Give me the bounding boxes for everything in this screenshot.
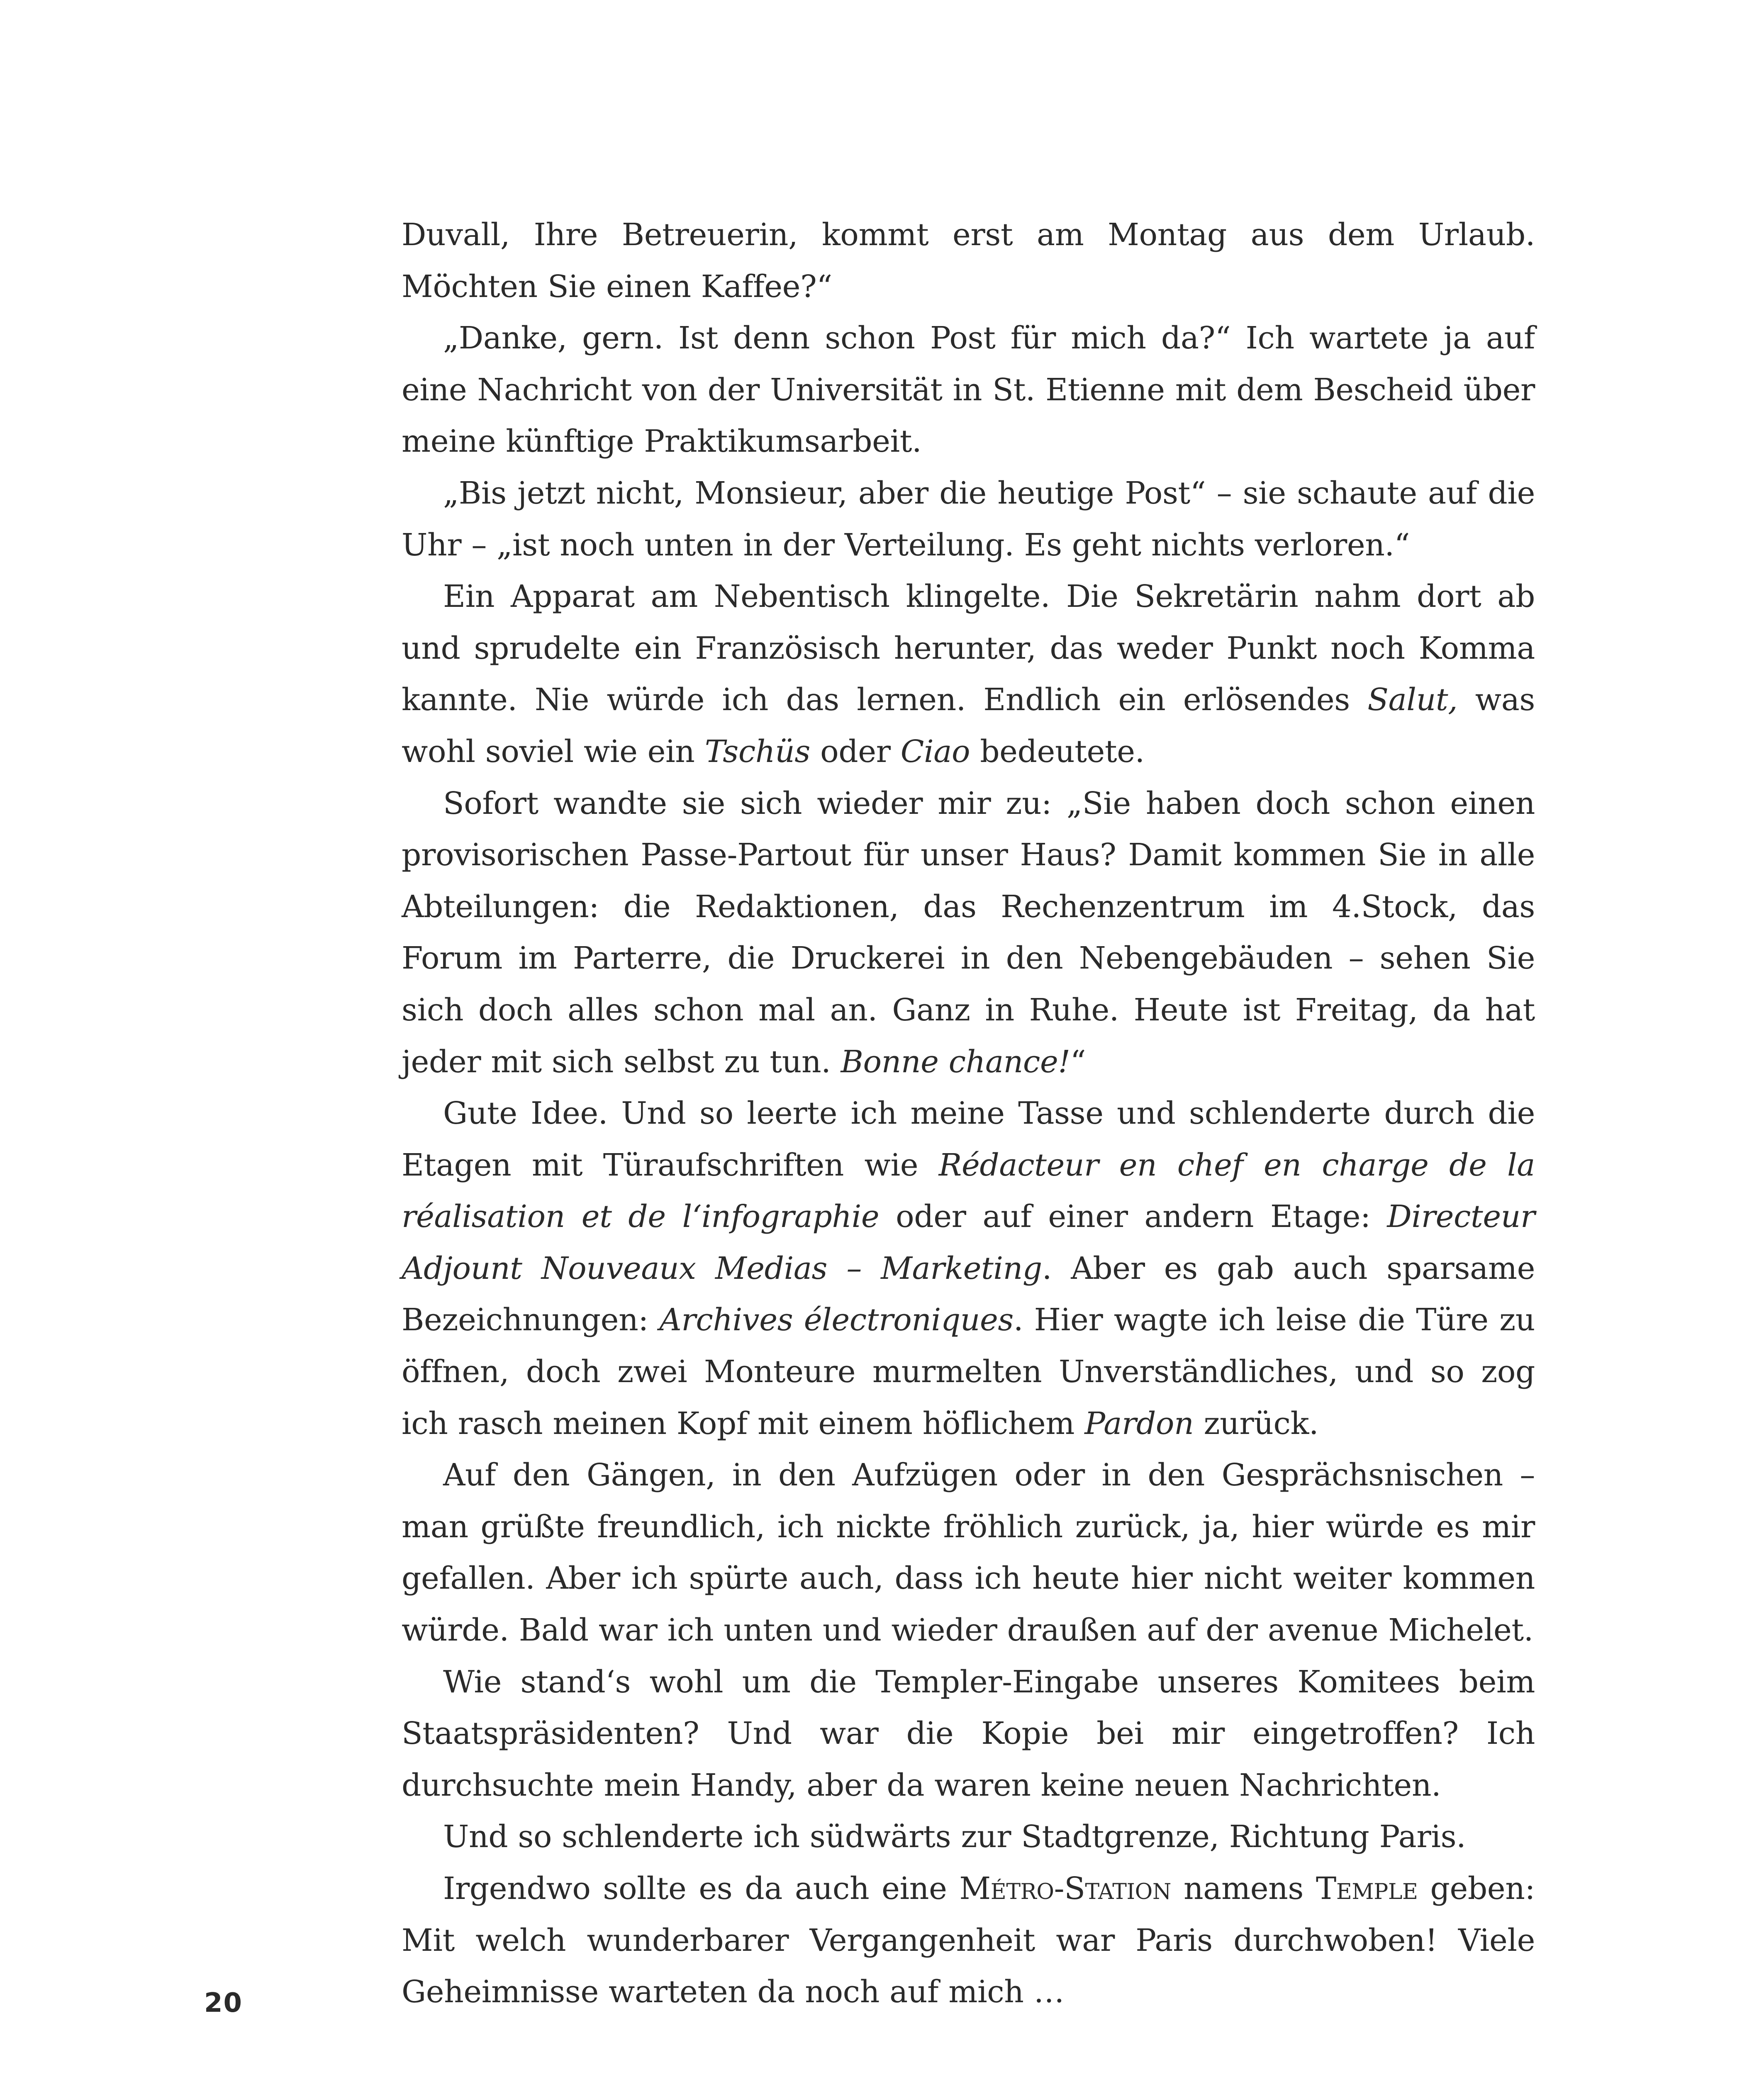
text-run: was wohl soviel wie ein: [402, 682, 1535, 769]
paragraph: [402, 467, 1535, 571]
text-run: . Aber es gab auch sparsame Bezeichnungen:: [402, 1250, 1535, 1338]
paragraph: [402, 1088, 1535, 1449]
paragraph: [402, 778, 1535, 1088]
paragraph: [402, 571, 1535, 777]
text-run: Und so schlenderte ich südwärts zur Stadtgrenze, Richtung Paris.: [443, 1819, 1466, 1855]
text-run: Wie stand‘s wohl um die Templer-Eingabe unseres Komitees beim Staatspräsidenten? Und war die Kopie bei mir eingetroffen? Ich durchsuchte mein Handy, aber da waren keine neuen Nachrichten.: [402, 1664, 1535, 1803]
paragraph: [402, 312, 1535, 467]
text-run: Sofort wandte sie sich wieder mir zu: „Sie haben doch schon einen provisorischen Passe-Partout für unser Haus? Damit kommen Sie in alle Abteilungen: die Redaktionen, das Rechenzentrum im 4.Stock, das Forum im Parterre, die Druckerei in den Nebengebäuden – sehen Sie sich doch alles schon mal an. Ganz in Ruhe. Heute ist Freitag, da hat jeder mit sich selbst zu tun.: [402, 785, 1535, 1080]
text-run: „Bis jetzt nicht, Monsieur, aber die heutige Post“ – sie schaute auf die Uhr – „ist noch unten in der Verteilung. Es geht nichts verloren.“: [402, 475, 1535, 563]
italic-phrase: Pardon: [1084, 1405, 1194, 1441]
italic-phrase: Bonne chance!: [841, 1044, 1070, 1080]
text-run: Auf den Gängen, in den Aufzügen oder in den Gesprächsnischen – man grüßte freundlich, ich nickte fröhlich zurück, ja, hier würde es mir gefallen. Aber ich spürte auch, dass ich heute hier nicht weiter kommen würde. Bald war ich unten und wieder draußen auf der avenue Michelet.: [402, 1457, 1535, 1648]
text-run: “: [1070, 1044, 1086, 1080]
text-run: . Hier wagte ich leise die Türe zu öffnen, doch zwei Monteure murmelten Unverständliches, und so zog ich rasch meinen Kopf mit einem höflichem: [402, 1302, 1535, 1441]
italic-phrase: Directeur Adjount Nouveaux Medias – Marketing: [402, 1199, 1535, 1286]
text-run: Duvall, Ihre Betreuerin, kommt erst am Montag aus dem Urlaub. Möchten Sie einen Kaffee?“: [402, 217, 1535, 304]
paragraph: [402, 1811, 1535, 1863]
italic-phrase: Archives électroniques: [659, 1302, 1014, 1338]
text-run: zurück.: [1194, 1405, 1319, 1441]
page-number: 20: [204, 1988, 243, 2018]
paragraph: [402, 1656, 1535, 1811]
text-run: „Danke, gern. Ist denn schon Post für mich da?“ Ich wartete ja auf eine Nachricht von der Universität in St. Etienne mit dem Bescheid über meine künftige Praktikumsarbeit.: [402, 320, 1535, 460]
text-run: Gute Idee. Und so leerte ich meine Tasse und schlenderte durch die Etagen mit Türaufschriften wie: [402, 1095, 1535, 1183]
body-text: [402, 209, 1535, 2018]
paragraph: [402, 1863, 1535, 2018]
text-run: namens: [1171, 1871, 1316, 1906]
paragraph: [402, 1449, 1535, 1656]
text-run: geben: Mit welch wunderbarer Vergangenheit war Paris durchwoben! Viele Geheimnisse warteten da noch auf mich …: [402, 1871, 1535, 2010]
text-run: bedeutete.: [970, 733, 1145, 769]
small-caps-phrase: Temple: [1316, 1871, 1418, 1906]
italic-phrase: Ciao: [900, 733, 970, 769]
italic-phrase: Rédacteur en chef en charge de la réalisation et de l‘infographie: [402, 1147, 1535, 1235]
text-run: Ein Apparat am Nebentisch klingelte. Die Sekretärin nahm dort ab und sprudelte ein Französisch herunter, das weder Punkt noch Komma kannte. Nie würde ich das lernen. Endlich ein erlösendes: [402, 579, 1535, 718]
italic-phrase: Tschüs: [704, 733, 810, 769]
italic-phrase: Salut,: [1367, 682, 1458, 718]
text-run: oder auf einer andern Etage:: [879, 1199, 1387, 1235]
text-run: oder: [810, 733, 901, 769]
small-caps-phrase: Métro-Station: [959, 1871, 1172, 1906]
paragraph: [402, 209, 1535, 312]
text-run: Irgendwo sollte es da auch eine: [443, 1871, 960, 1906]
